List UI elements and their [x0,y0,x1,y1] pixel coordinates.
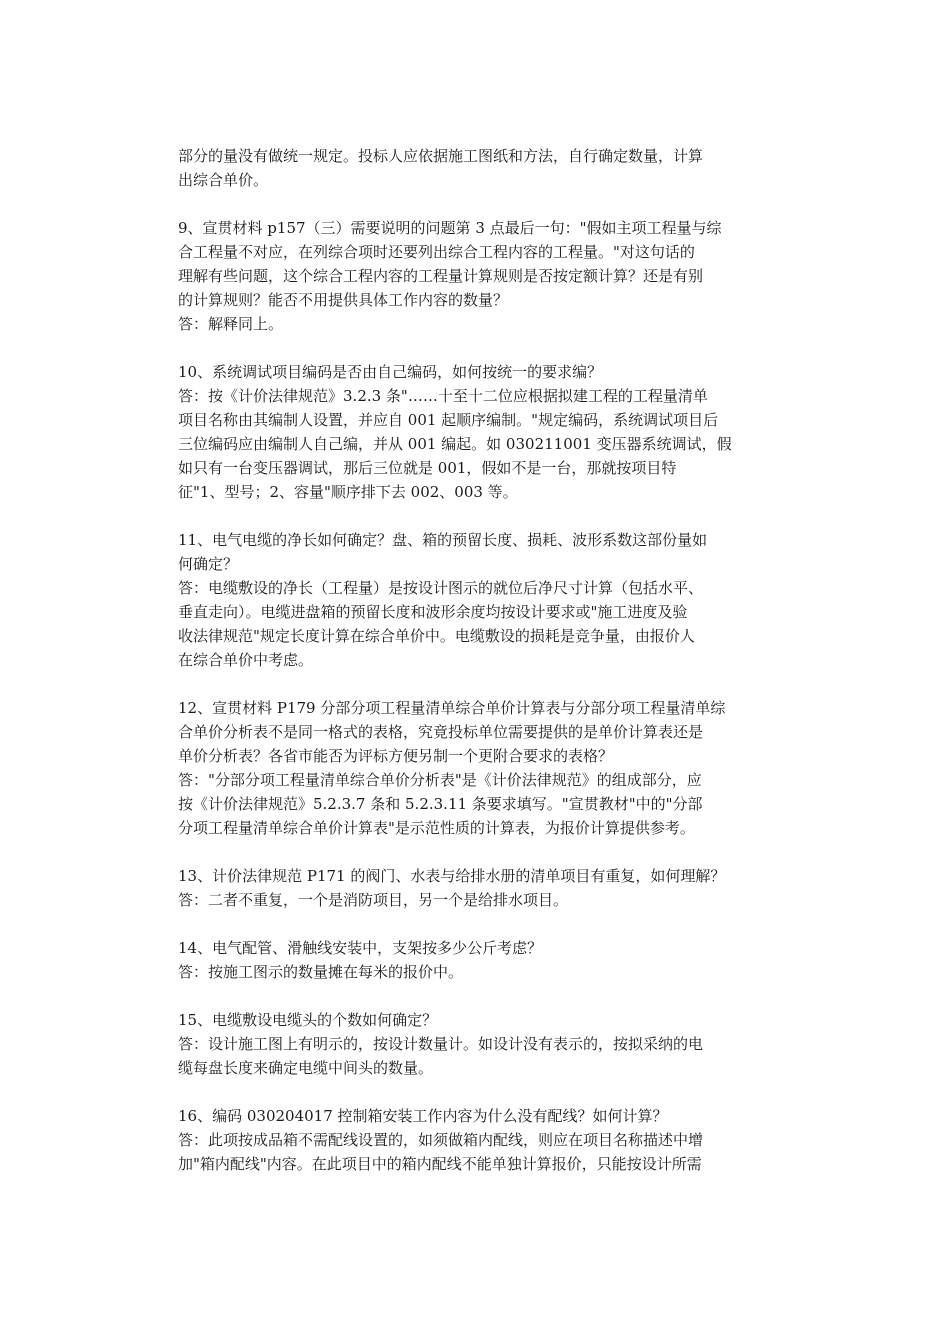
answer-line: 三位编码应由编制人自己编，并从 001 编起。如 030211001 变压器系统调试，假 [178,435,732,453]
qa-item-9 [178,216,778,336]
answer-line: 答：按《计价法律规范》3.2.3 条"……十至十二位应根据拟建工程的工程量清单 [178,387,708,405]
question-line: 合工程量不对应，在列综合项时还要列出综合工程内容的工程量。"对这句话的 [178,243,695,261]
qa-item-13 [178,864,778,912]
qa-item-11 [178,528,778,672]
answer-line: 答：此项按成品箱不需配线设置的，如须做箱内配线，则应在项目名称描述中增 [178,1131,704,1149]
qa-item-15 [178,1008,778,1080]
question-line: 13、计价法律规范 P171 的阀门、水表与给排水册的清单项目有重复，如何理解？ [178,867,726,885]
answer-line: 答：解释同上。 [178,315,284,333]
answer-line: 答：按施工图示的数量摊在每米的报价中。 [178,963,464,981]
question-line: 12、宣贯材料 P179 分部分项工程量清单综合单价计算表与分部分项工程量清单综 [178,699,726,717]
question-line: 合单价分析表不是同一格式的表格，究竟投标单位需要提供的是单价计算表还是 [178,723,704,741]
qa-item-14 [178,936,778,984]
answer-line: 答：二者不重复，一个是消防项目，另一个是给排水项目。 [178,891,569,909]
question-line: 14、电气配管、滑触线安装中，支架按多少公斤考虑？ [178,939,543,957]
question-line: 何确定？ [178,555,239,573]
answer-line: 垂直走向）。电缆进盘箱的预留长度和波形余度均按设计要求或"施工进度及验 [178,603,688,621]
answer-line: 收法律规范"规定长度计算在综合单价中。电缆敷设的损耗是竞争量，由报价人 [178,627,695,645]
answer-line: 答：电缆敷设的净长（工程量）是按设计图示的就位后净尺寸计算（包括水平、 [178,579,704,597]
answer-line: 项目名称由其编制人设置，并应自 001 起顺序编制。"规定编码，系统调试项目后 [178,411,719,429]
qa-item-10 [178,360,778,504]
qa-item-16 [178,1104,778,1176]
qa-item-12 [178,696,778,840]
text-line: 部分的量没有做统一规定。投标人应依据施工图纸和方法，自行确定数量，计算 [178,147,704,165]
answer-line: 答："分部分项工程量清单综合单价分析表"是《计价法律规范》的组成部分，应 [178,771,702,789]
question-line: 的计算规则？能否不用提供具体工作内容的数量？ [178,291,509,309]
question-line: 10、系统调试项目编码是否由自己编码，如何按统一的要求编？ [178,363,603,381]
question-line: 单价分析表？各省市能否为评标方便另制一个更附合要求的表格？ [178,747,614,765]
answer-line: 在综合单价中考虑。 [178,651,314,669]
answer-line: 征"1、型号；2、容量"顺序排下去 002、003 等。 [178,483,518,501]
answer-line: 如只有一台变压器调试，那后三位就是 001，假如不是一台，那就按项目特 [178,459,677,477]
answer-line: 加"箱内配线"内容。在此项目中的箱内配线不能单独计算报价，只能按设计所需 [178,1155,702,1173]
question-line: 16、编码 030204017 控制箱安装工作内容为什么没有配线？如何计算？ [178,1107,668,1125]
answer-line: 分项工程量清单综合单价计算表"是示范性质的计算表，为报价计算提供参考。 [178,819,695,837]
text-line: 出综合单价。 [178,171,269,189]
question-line: 15、电缆敷设电缆头的个数如何确定？ [178,1011,438,1029]
answer-line: 缆每盘长度来确定电缆中间头的数量。 [178,1059,434,1077]
paragraph-continuation [178,144,778,192]
question-line: 11、电气电缆的净长如何确定？盘、箱的预留长度、损耗、波形系数这部份量如 [178,531,708,549]
answer-line: 按《计价法律规范》5.2.3.7 条和 5.2.3.11 条要求填写。"宣贯教材"中的"分部 [178,795,703,813]
question-line: 理解有些问题，这个综合工程内容的工程量计算规则是否按定额计算？还是有别 [178,267,704,285]
document-body [178,144,778,1200]
answer-line: 答：设计施工图上有明示的，按设计数量计。如设计没有表示的，按拟采纳的电 [178,1035,704,1053]
question-line: 9、宣贯材料 p157（三）需要说明的问题第 3 点最后一句："假如主项工程量与综 [178,219,722,237]
